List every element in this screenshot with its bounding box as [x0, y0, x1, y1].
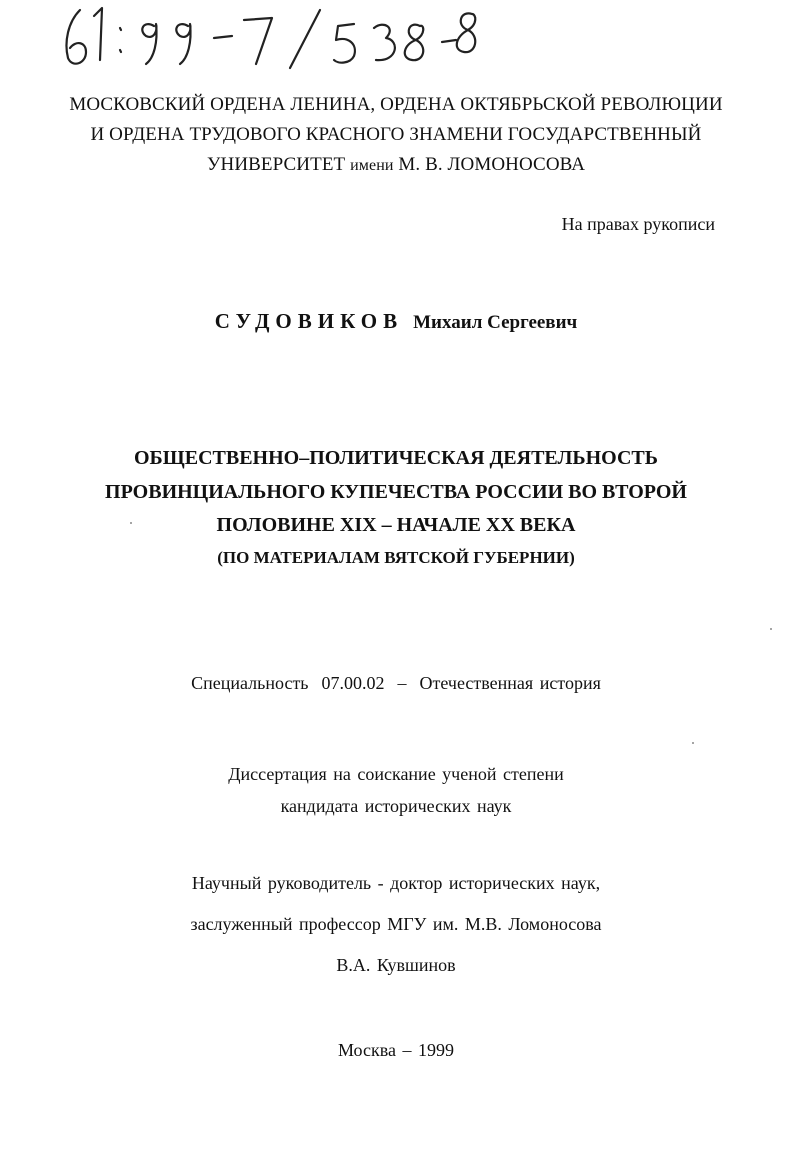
university-imeni: имени	[350, 157, 394, 174]
supervisor-name: В.А. Кувшинов	[336, 955, 456, 975]
thesis-title-line-2: ПРОВИНЦИАЛЬНОГО КУПЕЧЕСТВА РОССИИ ВО ВТОРОЙ	[105, 481, 687, 503]
university-line-2: И ОРДЕНА ТРУДОВОГО КРАСНОГО ЗНАМЕНИ ГОСУДАРСТВЕННЫЙ	[90, 124, 702, 145]
degree-line-2: кандидата исторических наук	[280, 796, 512, 816]
thesis-subtitle: (ПО МАТЕРИАЛАМ ВЯТСКОЙ ГУБЕРНИИ)	[217, 548, 575, 567]
place-year: Москва – 1999	[338, 1040, 454, 1060]
handwritten-signature-icon	[58, 2, 478, 72]
scan-speck	[130, 522, 132, 524]
degree-line-1: Диссертация на соискание ученой степени	[228, 764, 564, 784]
thesis-title-line-1: ОБЩЕСТВЕННО–ПОЛИТИЧЕСКАЯ ДЕЯТЕЛЬНОСТЬ	[134, 447, 658, 469]
handwritten-catalog-number	[58, 2, 478, 72]
supervisor-line-1: Научный руководитель - доктор исторических наук,	[191, 873, 601, 893]
rights-note: На правах рукописи	[561, 214, 715, 234]
thesis-title-line-3: ПОЛОВИНЕ XIX – НАЧАЛЕ XX ВЕКА	[216, 514, 576, 536]
university-line-3	[0, 154, 792, 176]
scan-speck	[692, 742, 694, 744]
author-surname: СУДОВИКОВ	[214, 309, 404, 333]
author-given-names: Михаил Сергеевич	[413, 312, 578, 333]
specialty: Специальность 07.00.02 – Отечественная история	[191, 673, 601, 693]
university-name: М. В. ЛОМОНОСОВА	[398, 154, 586, 175]
scan-speck	[770, 628, 772, 630]
supervisor-line-2: заслуженный профессор МГУ им. М.В. Ломоносова	[190, 914, 602, 934]
author-name	[0, 309, 792, 334]
university-line-1: МОСКОВСКИЙ ОРДЕНА ЛЕНИНА, ОРДЕНА ОКТЯБРЬСКОЙ РЕВОЛЮЦИИ	[69, 94, 723, 115]
university-word: УНИВЕРСИТЕТ	[206, 154, 346, 175]
